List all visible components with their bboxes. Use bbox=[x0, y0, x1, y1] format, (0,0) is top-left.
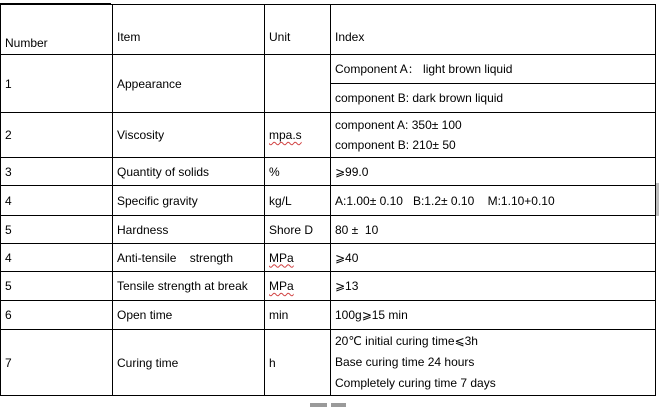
header-index: Index bbox=[331, 5, 656, 55]
resize-handle[interactable] bbox=[310, 403, 327, 407]
row-number: 4 bbox=[1, 244, 113, 272]
row-number: 7 bbox=[1, 330, 113, 396]
row-item: Anti-tensile strength bbox=[113, 244, 265, 272]
table-row bbox=[1, 244, 656, 272]
row-number: 5 bbox=[1, 216, 113, 244]
row-item: Open time bbox=[113, 301, 265, 330]
index-line: Base curing time 24 hours bbox=[335, 355, 475, 369]
row-number: 5 bbox=[1, 272, 113, 301]
row-item: Specific gravity bbox=[113, 186, 265, 216]
header-item: Item bbox=[113, 5, 265, 55]
row-index: ⩾40 bbox=[331, 244, 656, 272]
row-number: 2 bbox=[1, 113, 113, 158]
row-index bbox=[331, 330, 656, 396]
row-number: 4 bbox=[1, 186, 113, 216]
table-row bbox=[1, 55, 656, 113]
table-row bbox=[1, 272, 656, 301]
row-item: Hardness bbox=[113, 216, 265, 244]
header-unit: Unit bbox=[265, 5, 331, 55]
header-number: Number bbox=[1, 5, 113, 55]
row-item: Appearance bbox=[113, 55, 265, 113]
row-number: 3 bbox=[1, 158, 113, 186]
row-index: A:1.00± 0.10 B:1.2± 0.10 M:1.10+0.10 bbox=[331, 186, 656, 216]
row-unit: MPa bbox=[269, 250, 294, 265]
row-number: 1 bbox=[1, 55, 113, 113]
table-row bbox=[1, 158, 656, 186]
index-line: component B: dark brown liquid bbox=[335, 91, 504, 105]
row-item: Tensile strength at break bbox=[113, 272, 265, 301]
row-unit: MPa bbox=[269, 279, 294, 293]
index-line: 20℃ initial curing time⩽3h bbox=[335, 334, 478, 348]
row-unit: % bbox=[265, 158, 331, 186]
table-row bbox=[1, 216, 656, 244]
row-unit: kg/L bbox=[265, 186, 331, 216]
row-index: ⩾13 bbox=[331, 272, 656, 301]
index-line: Completely curing time 7 days bbox=[335, 376, 496, 390]
row-unit bbox=[265, 55, 331, 113]
row-index: ⩾99.0 bbox=[331, 158, 656, 186]
row-item: Quantity of solids bbox=[113, 158, 265, 186]
row-unit: mpa.s bbox=[269, 128, 302, 142]
row-unit: min bbox=[265, 301, 331, 330]
index-line: component A: 350± 100 bbox=[335, 118, 462, 132]
table-row bbox=[1, 113, 656, 158]
row-index: 80 ± 10 bbox=[331, 216, 656, 244]
row-number: 6 bbox=[1, 301, 113, 330]
table-row bbox=[1, 186, 656, 216]
row-item: Curing time bbox=[113, 330, 265, 396]
resize-handle[interactable] bbox=[331, 403, 346, 407]
row-unit: Shore D bbox=[265, 216, 331, 244]
spec-table bbox=[0, 4, 656, 396]
row-unit: h bbox=[265, 330, 331, 396]
index-line: Component A： light brown liquid bbox=[331, 55, 655, 84]
row-index bbox=[331, 55, 656, 113]
row-item: Viscosity bbox=[113, 113, 265, 158]
table-row bbox=[1, 330, 656, 396]
index-line: component B: 210± 50 bbox=[335, 138, 456, 152]
row-index bbox=[331, 113, 656, 158]
table-row bbox=[1, 301, 656, 330]
header-row bbox=[1, 5, 656, 55]
row-index: 100g⩾15 min bbox=[331, 301, 656, 330]
